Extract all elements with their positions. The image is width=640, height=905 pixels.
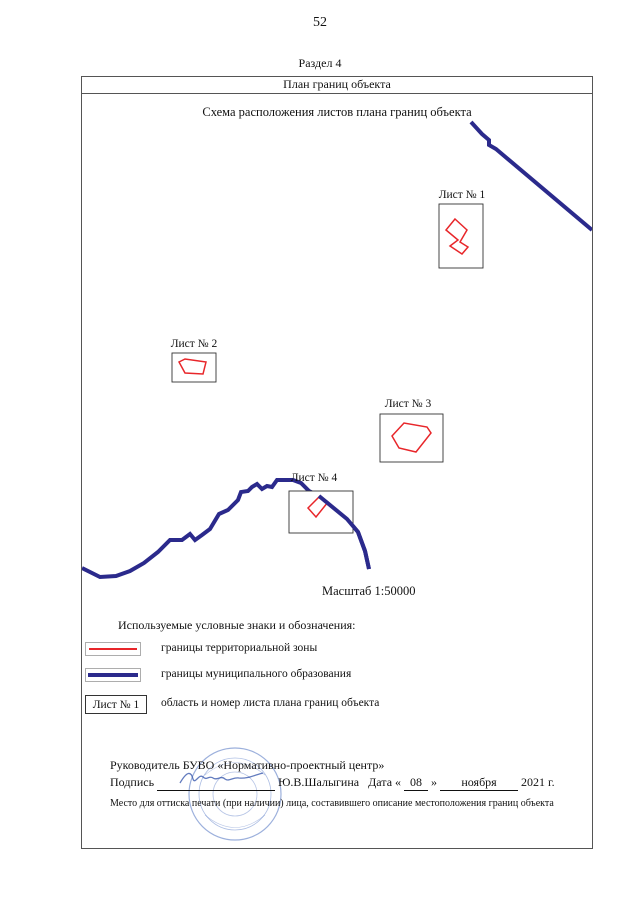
date-year: 2021 г.: [521, 775, 555, 789]
legend-text-municipal-border: границы муниципального образования: [161, 668, 352, 680]
signature-label: Подпись: [110, 775, 155, 789]
seal-placement-note: Место для оттиска печати (при наличии) лица, составившего описание местоположения границ объекта: [110, 798, 554, 809]
scheme-map: [82, 94, 592, 580]
date-day: 08: [404, 775, 428, 791]
map-scale: Масштаб 1:50000: [322, 584, 416, 598]
section-label: Раздел 4: [298, 56, 342, 70]
legend-text-sheet-box: область и номер листа плана границ объекта: [161, 697, 380, 709]
sheet-3-label: Лист № 3: [384, 398, 432, 410]
sheet-1-box: [439, 204, 483, 268]
handwritten-signature: [177, 769, 267, 789]
page-number: 52: [313, 15, 327, 30]
legend-sample-sheet-box: Лист № 1: [85, 695, 147, 714]
date-label: Дата «: [368, 775, 402, 789]
legend-title: Используемые условные знаки и обозначения:: [118, 618, 356, 632]
sheet-2-label: Лист № 2: [170, 338, 218, 350]
sheet-2-box: [172, 353, 216, 382]
sheet-1-label: Лист № 1: [438, 189, 486, 201]
sheet-3-box: [380, 414, 443, 462]
scheme-title: Схема расположения листов плана границ объекта: [202, 105, 472, 119]
signature-field: [157, 778, 275, 791]
signature-row: [110, 775, 580, 791]
frame-header-title: План границ объекта: [81, 76, 593, 94]
municipal-border-north: [471, 122, 592, 230]
legend-text-zone-border: границы территориальной зоны: [161, 642, 318, 654]
sheet-4-label: Лист № 4: [290, 472, 338, 484]
date-day-close: »: [431, 775, 438, 789]
signature-line-organization: Руководитель БУВО «Нормативно-проектный центр»: [110, 758, 385, 772]
legend-sample-municipal-border: [85, 668, 141, 682]
date-month: ноября: [440, 775, 518, 791]
legend-sample-zone-border: [85, 642, 141, 656]
signer-name: Ю.В.Шалыгина: [278, 775, 360, 789]
